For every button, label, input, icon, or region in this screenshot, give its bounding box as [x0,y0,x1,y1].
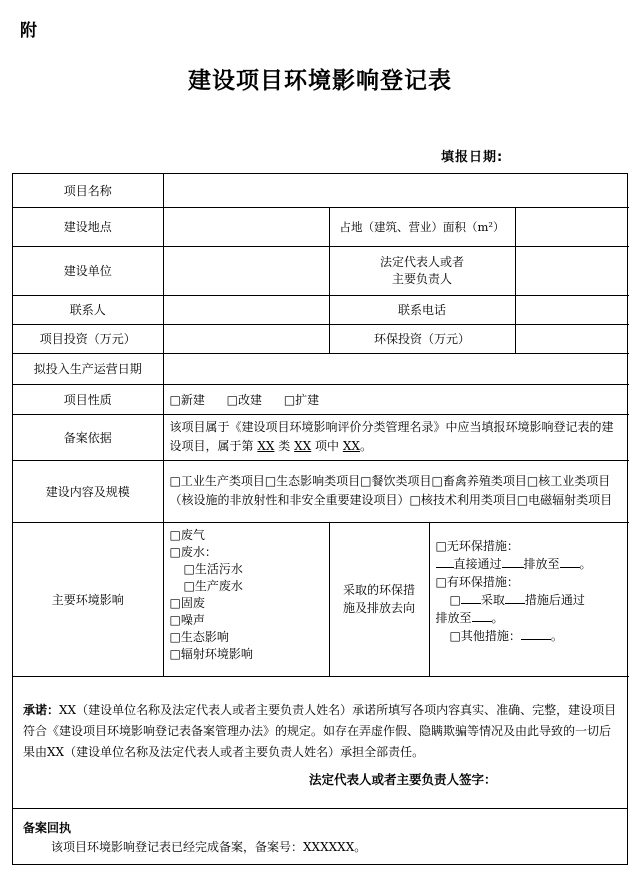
phone-field[interactable] [515,295,629,324]
promise-label: 承诺： [23,703,60,717]
measures-options [429,522,629,676]
basis-text-3: 项中 [315,439,340,453]
measure-none[interactable]: □无环保措施： [435,538,519,553]
registration-form [12,173,628,865]
measure-discharge-text: 排放至 [523,556,560,571]
impact-gas[interactable]: □废气 [169,527,205,542]
legal-rep-label [329,246,515,295]
impact-ecology[interactable]: □生态影响 [169,629,229,644]
content-options[interactable]: □工业生产类项目□生态影响类项目□餐饮类项目□畜禽养殖类项目□核工业类项目（核设施的非放射性和非安全重要建设项目）□核技术利用类项目□电磁辐射类项目 [163,460,629,522]
legal-rep-label-line2: 主要负责人 [391,271,452,286]
impact-production-wastewater[interactable]: □生产废水 [183,578,243,593]
measure-have-discharge: 排放至 。 [435,610,504,625]
measure-direct-text: 直接通过 [453,556,502,571]
record-text: 该项目环境影响登记表已经完成备案，备案号：XXXXXX。 [51,840,367,854]
legal-rep-field[interactable] [515,246,629,295]
basis-subitem: XX [342,439,360,453]
basis-category: XX [257,439,275,453]
fill-date-label: 填报日期: [441,150,504,165]
impact-domestic-sewage[interactable]: □生活污水 [183,561,243,576]
unit-field[interactable] [163,246,329,295]
signature-label: 法定代表人或者主要负责人签字： [309,772,497,787]
measure-period: 。 [579,556,592,571]
nature-option-expand[interactable]: □扩建 [283,392,320,407]
basis-text-4: 。 [359,439,372,453]
measure-have-detail: □ 采取 措施后通过 [449,592,585,607]
promise-section [13,692,627,808]
location-label: 建设地点 [13,207,163,246]
area-field[interactable] [515,207,629,246]
page-title: 建设项目环境影响登记表 [188,68,452,94]
form-table [13,174,629,677]
basis-text-1: 该项目属于《建设项目环境影响评价分类管理名录》中应当填报环境影响登记表的建设项目，属于第 [169,420,614,453]
nature-label: 项目性质 [13,384,163,414]
start-date-label: 拟投入生产运营日期 [13,353,163,384]
measure-take-text: 采取 [480,592,505,607]
project-name-field[interactable] [163,174,629,207]
location-field[interactable] [163,207,329,246]
basis-text-2: 类 [278,439,291,453]
area-label: 占地（建筑、营业）面积（m²） [329,207,515,246]
contact-field[interactable] [163,295,329,324]
measures-label-line2: 施及排放去向 [342,601,415,615]
env-investment-label: 环保投资（万元） [329,324,515,353]
record-receipt [13,808,627,864]
investment-field[interactable] [163,324,329,353]
basis-text [163,414,629,460]
project-name-label: 项目名称 [13,174,163,207]
measure-have[interactable]: □有环保措施： [435,574,519,589]
impact-noise[interactable]: □噪声 [169,612,205,627]
impact-solid-waste[interactable]: □固废 [169,595,205,610]
legal-rep-label-line1: 法定代表人或者 [379,254,464,269]
impact-water[interactable]: □废水： [169,544,217,559]
investment-label: 项目投资（万元） [13,324,163,353]
record-title: 备案回执 [23,821,72,835]
impact-label: 主要环境影响 [13,522,163,676]
measures-label-line1: 采取的环保措 [342,583,415,597]
content-label: 建设内容及规模 [13,460,163,522]
measure-after-text: 措施后通过 [524,592,585,607]
nature-option-new[interactable]: □新建 [169,392,205,407]
measure-other-text: □其他措施： [449,628,521,643]
basis-label: 备案依据 [13,414,163,460]
start-date-field[interactable] [163,353,629,384]
measure-none-detail [436,555,624,573]
measure-discharge-to-text: 排放至 [435,610,472,625]
measures-label [329,522,429,676]
attachment-label: 附 [20,21,37,41]
env-investment-field[interactable] [515,324,629,353]
impact-list [163,522,329,676]
nature-option-rebuild[interactable]: □改建 [226,392,263,407]
measure-other-end: 。 [550,628,563,643]
measure-other[interactable] [436,627,624,645]
contact-label: 联系人 [13,295,163,324]
basis-item: XX [294,439,312,453]
impact-radiation[interactable]: □辐射环境影响 [169,646,253,661]
promise-text: XX（建设单位名称及法定代表人或者主要负责人姓名）承诺所填写各项内容真实、准确、完整，建设项目符合《建设项目环境影响登记表备案管理办法》的规定。如存在弄虚作假、隐瞒欺骗等情况及由此导致的一切后果由XX（建设单位名称及法定代表人或者主要负责人姓名）承担全部责任。 [23,703,617,759]
phone-label: 联系电话 [329,295,515,324]
nature-options [163,384,629,414]
unit-label: 建设单位 [13,246,163,295]
